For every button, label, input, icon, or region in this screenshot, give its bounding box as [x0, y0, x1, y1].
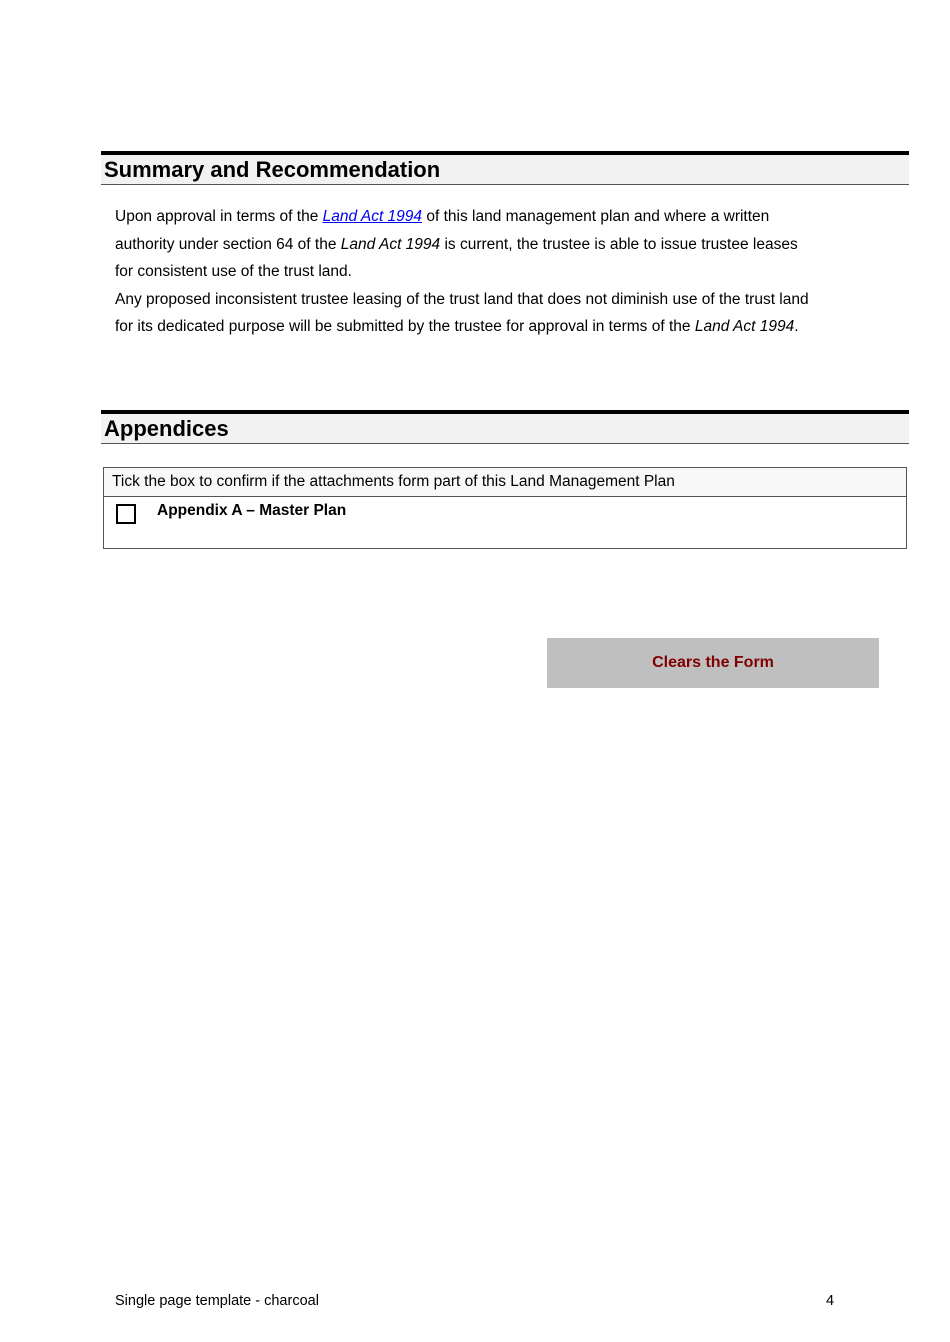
footer-page-number: 4 — [826, 1293, 835, 1309]
text: Upon approval in terms of the — [115, 208, 323, 225]
appendix-a-label: Appendix A – Master Plan — [157, 502, 347, 519]
summary-paragraph-2 — [115, 286, 815, 341]
land-act-link[interactable]: Land Act 1994 — [322, 208, 423, 225]
text: is current, the trustee is able to issue trustee leases for consistent use of the trust land. — [115, 235, 798, 280]
appendices-heading: Appendices — [104, 416, 229, 441]
italic-text: Land Act 1994 — [340, 235, 441, 253]
summary-section-header — [101, 151, 909, 185]
summary-heading: Summary and Recommendation — [104, 157, 441, 182]
appendix-a-checkbox[interactable] — [116, 504, 136, 524]
appendices-table — [103, 467, 907, 549]
text: of this land management plan and where a written authority under section 64 of the — [115, 208, 770, 253]
appendices-instruction: Tick the box to confirm if the attachments form part of this Land Management Plan — [104, 468, 906, 497]
clear-form-button[interactable]: Clears the Form — [547, 638, 879, 688]
summary-paragraph-1 — [115, 203, 815, 286]
text: . — [794, 318, 799, 335]
summary-body — [115, 203, 815, 341]
appendices-section-header — [101, 410, 909, 444]
text: Any proposed inconsistent trustee leasing of the trust land that does not diminish use of the trust land for its dedicated purpose will be submitted by the trustee for approval in terms of the — [115, 290, 809, 335]
italic-text: Land Act 1994 — [694, 318, 795, 335]
appendix-row — [104, 497, 906, 525]
footer-template-name: Single page template - charcoal — [115, 1293, 319, 1309]
